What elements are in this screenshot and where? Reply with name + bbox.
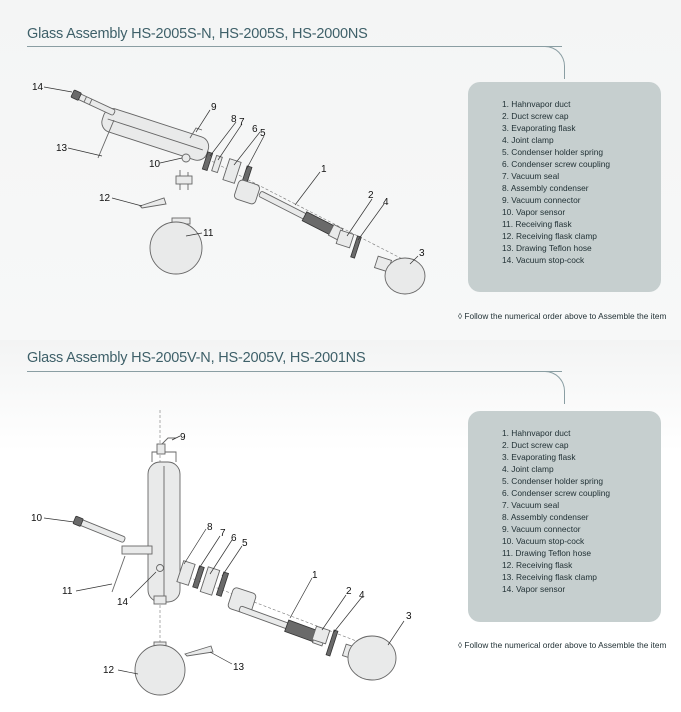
callout-10: 10	[149, 159, 161, 170]
callout-2: 2	[368, 190, 374, 201]
legend-item: 14. Vacuum stop-cock	[502, 255, 585, 265]
callout-13: 13	[233, 662, 245, 673]
callout-7: 7	[239, 117, 245, 128]
assembly-section-vertical	[0, 340, 681, 712]
callout-6: 6	[231, 533, 237, 544]
condenser-body	[99, 106, 211, 163]
callout-4: 4	[359, 590, 365, 601]
legend-item: 13. Drawing Teflon hose	[502, 243, 592, 253]
legend-item: 14. Vapor sensor	[502, 584, 566, 594]
legend-item: 10. Vacuum stop-cock	[502, 536, 585, 546]
callout-9: 9	[211, 102, 217, 113]
assembly-section-horizontal	[0, 0, 681, 340]
parts-legend	[468, 411, 661, 622]
legend-item: 12. Receiving flask	[502, 560, 573, 570]
legend-item: 12. Receiving flask clamp	[502, 231, 597, 241]
legend-item: 8. Assembly condenser	[502, 183, 589, 193]
callout-11: 11	[62, 586, 73, 597]
legend-item: 7. Vacuum seal	[502, 500, 560, 510]
legend-item: 10. Vapor sensor	[502, 207, 566, 217]
legend-item: 1. Hahnvapor duct	[502, 428, 571, 438]
legend-item: 11. Drawing Teflon hose	[502, 548, 592, 558]
assembly-note: ◊ Follow the numerical order above to Assemble the item	[458, 640, 667, 650]
callout-3: 3	[419, 248, 425, 259]
legend-item: 4. Joint clamp	[502, 135, 554, 145]
section-title: Glass Assembly HS-2005V-N, HS-2005V, HS-2001NS	[27, 350, 366, 366]
legend-item: 2. Duct screw cap	[502, 111, 569, 121]
legend-item: 13. Receiving flask clamp	[502, 572, 597, 582]
callout-6: 6	[252, 124, 258, 135]
legend-item: 8. Assembly condenser	[502, 512, 589, 522]
callout-8: 8	[207, 522, 213, 533]
section-title: Glass Assembly HS-2005S-N, HS-2005S, HS-2000NS	[27, 26, 368, 42]
legend-item: 4. Joint clamp	[502, 464, 554, 474]
callout-4: 4	[383, 197, 389, 208]
legend-item: 9. Vacuum connector	[502, 195, 581, 205]
callout-13: 13	[56, 143, 68, 154]
callout-9: 9	[180, 432, 186, 443]
legend-item: 7. Vacuum seal	[502, 171, 560, 181]
parts-legend	[468, 82, 661, 292]
callout-5: 5	[260, 128, 266, 139]
legend-item: 5. Condenser holder spring	[502, 476, 604, 486]
legend-item: 9. Vacuum connector	[502, 524, 581, 534]
legend-item: 6. Condenser screw coupling	[502, 488, 611, 498]
callout-2: 2	[346, 586, 352, 597]
legend-item: 11. Receiving flask	[502, 219, 572, 229]
callout-8: 8	[231, 114, 237, 125]
callout-5: 5	[242, 538, 248, 549]
callout-12: 12	[103, 665, 115, 676]
callout-7: 7	[220, 528, 226, 539]
callout-1: 1	[321, 164, 327, 175]
callout-14: 14	[117, 597, 129, 608]
legend-item: 3. Evaporating flask	[502, 123, 576, 133]
callout-14: 14	[32, 82, 44, 93]
callout-1: 1	[312, 570, 318, 581]
callout-11: 11	[203, 228, 214, 239]
legend-item: 2. Duct screw cap	[502, 440, 569, 450]
legend-item: 3. Evaporating flask	[502, 452, 576, 462]
callout-12: 12	[99, 193, 111, 204]
legend-item: 1. Hahnvapor duct	[502, 99, 571, 109]
callout-3: 3	[406, 611, 412, 622]
legend-item: 6. Condenser screw coupling	[502, 159, 611, 169]
legend-item: 5. Condenser holder spring	[502, 147, 604, 157]
assembly-note: ◊ Follow the numerical order above to Assemble the item	[458, 311, 667, 321]
callout-10: 10	[31, 513, 43, 524]
